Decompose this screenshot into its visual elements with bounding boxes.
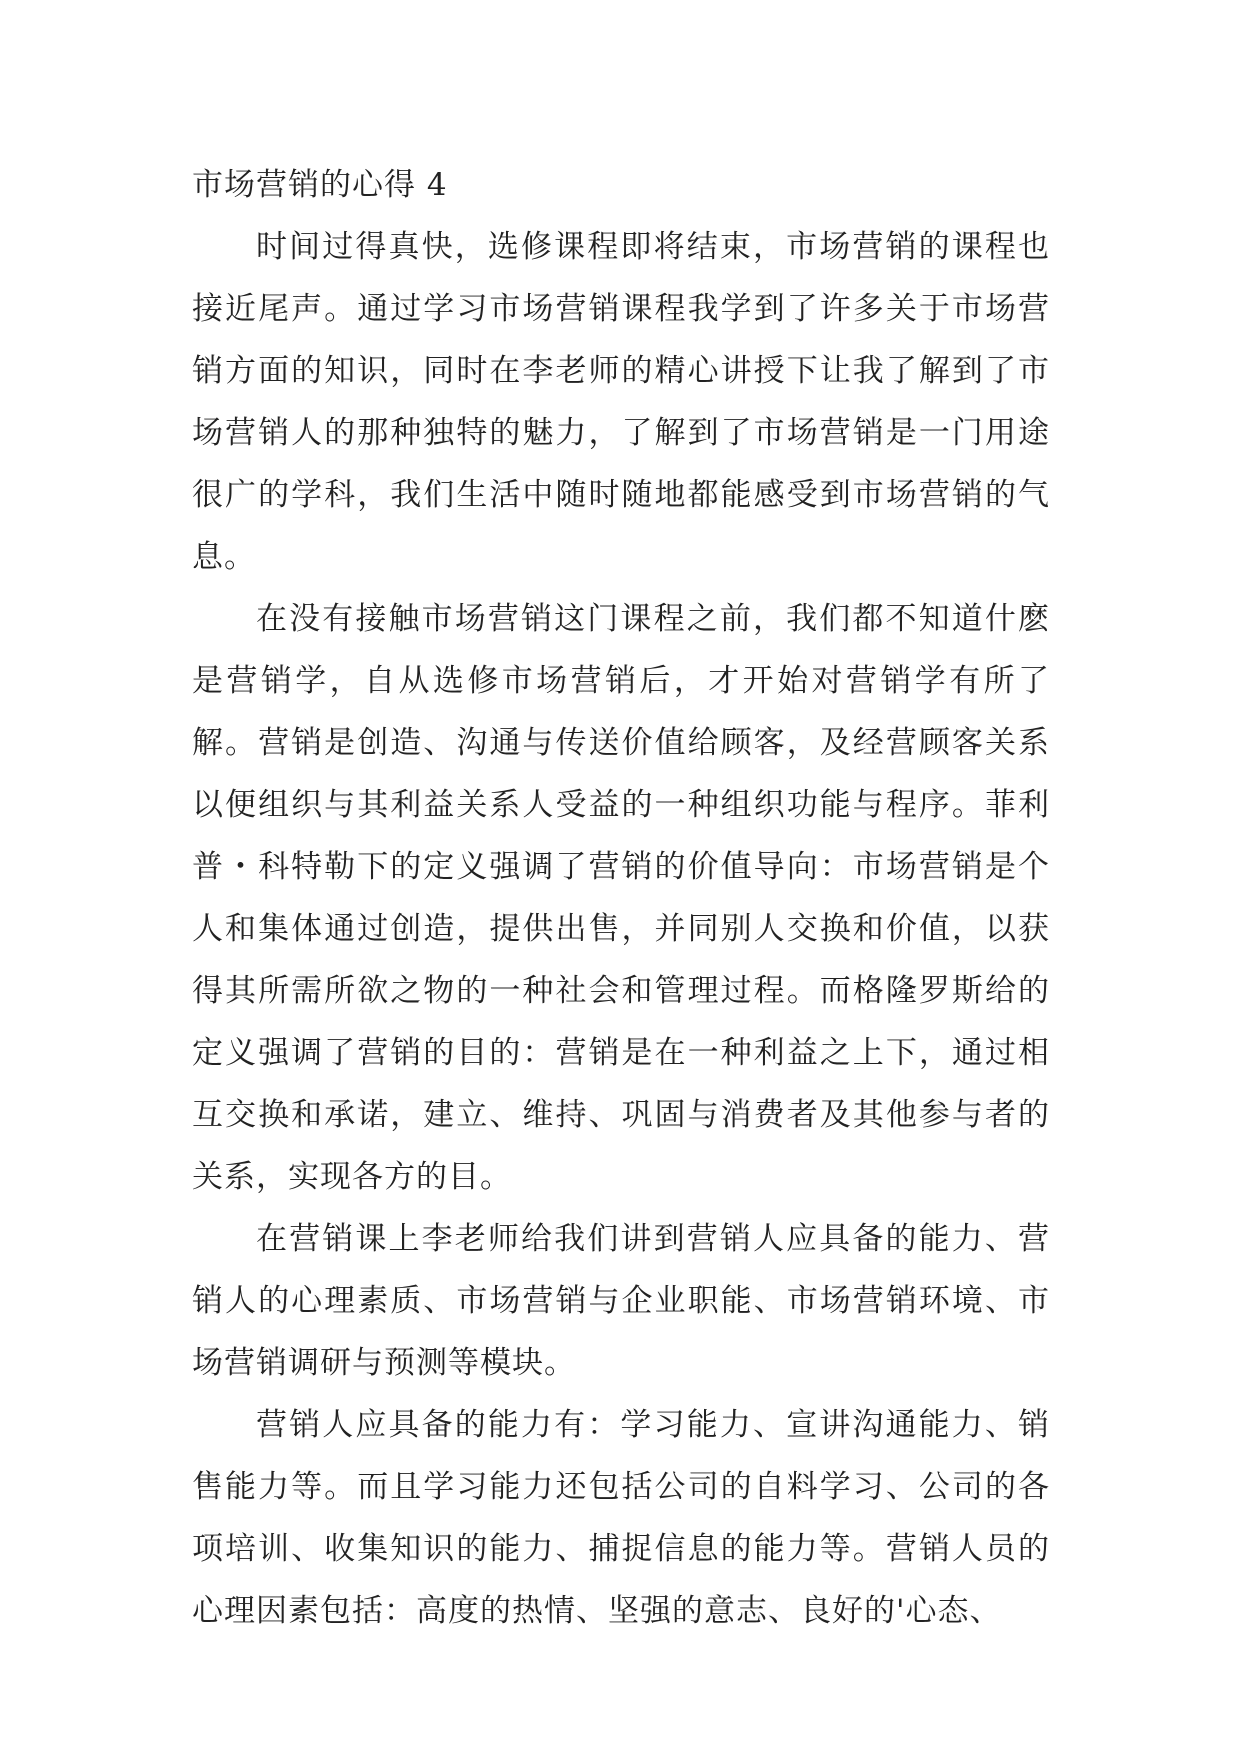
paragraph: 营销人应具备的能力有：学习能力、宣讲沟通能力、销售能力等。而且学习能力还包括公司的自料学习、公司的各项培训、收集知识的能力、捕捉信息的能力等。营销人员的心理因素包括：高度的热情、坚强的意志、良好的'心态、	[192, 1407, 1050, 1629]
paragraph: 在营销课上李老师给我们讲到营销人应具备的能力、营销人的心理素质、市场营销与企业职能、市场营销环境、市场营销调研与预测等模块。	[192, 1221, 1050, 1381]
paragraph: 在没有接触市场营销这门课程之前，我们都不知道什麽是营销学，自从选修市场营销后，才开始对营销学有所了解。营销是创造、沟通与传送价值给顾客，及经营顾客关系以便组织与其利益关系人受益的一种组织功能与程序。菲利普・科特勒下的定义强调了营销的价值导向：市场营销是个人和集体通过创造，提供出售，并同别人交换和价值，以获得其所需所欲之物的一种社会和管理过程。而格隆罗斯给的定义强调了营销的目的：营销是在一种利益之上下，通过相互交换和承诺，建立、维持、巩固与消费者及其他参与者的关系，实现各方的目。	[192, 601, 1050, 1195]
document-title: 市场营销的心得 4	[192, 167, 448, 203]
paragraph: 时间过得真快，选修课程即将结束，市场营销的课程也接近尾声。通过学习市场营销课程我学到了许多关于市场营销方面的知识，同时在李老师的精心讲授下让我了解到了市场营销人的那种独特的魅力，了解到了市场营销是一门用途很广的学科，我们生活中随时随地都能感受到市场营销的气息。	[192, 229, 1050, 575]
document-body	[192, 216, 1050, 1642]
